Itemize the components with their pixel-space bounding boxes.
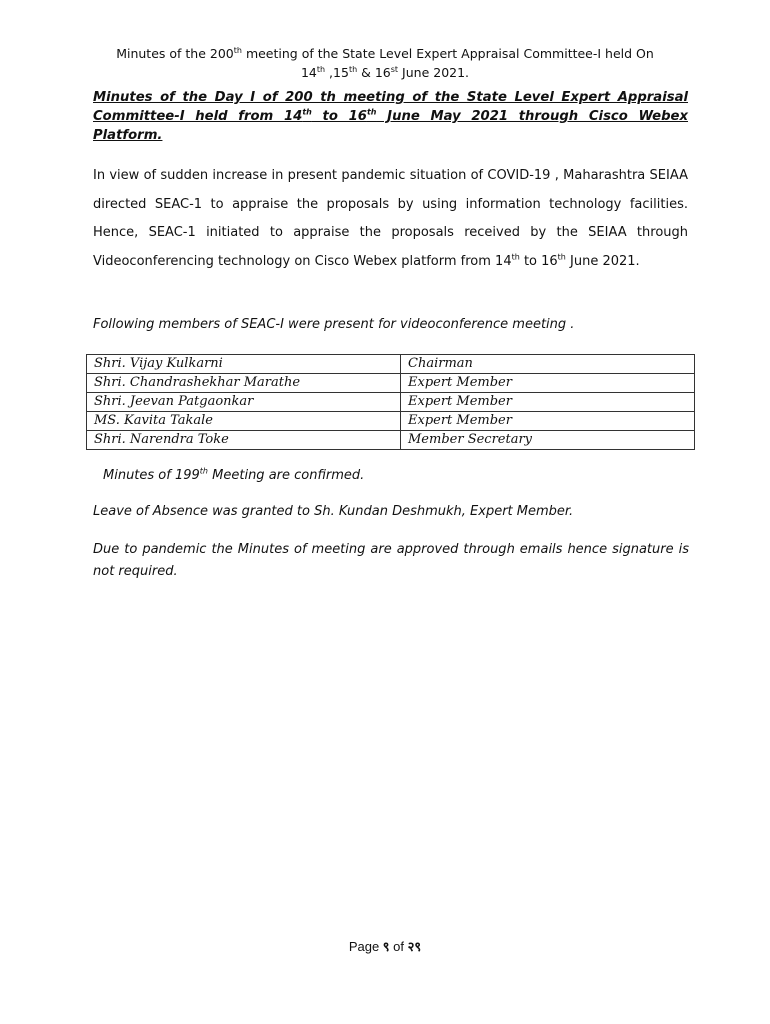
- members-intro: Following members of SEAC-I were present for videoconference meeting .: [93, 317, 575, 332]
- table-row: [87, 412, 695, 431]
- minutes-confirmed-note: [103, 466, 364, 485]
- member-name: MS. Kavita Takale: [87, 412, 401, 431]
- of-label: of: [389, 939, 408, 954]
- header-text: meeting of the State Level Expert Appraisal Committee-I held On: [241, 46, 654, 61]
- superscript: th: [199, 466, 209, 476]
- page-total: २९: [407, 939, 422, 954]
- superscript: th: [366, 107, 377, 117]
- member-role: Expert Member: [401, 393, 695, 412]
- page-label: Page: [348, 939, 383, 954]
- table-row: [87, 393, 695, 412]
- superscript: th: [511, 252, 520, 262]
- note-text: Meeting are confirmed.: [208, 468, 365, 483]
- page-footer: [0, 938, 770, 956]
- members-table: [86, 354, 695, 450]
- page-number: ९: [382, 939, 390, 954]
- header-text: June 2021.: [398, 65, 470, 80]
- member-role: Expert Member: [401, 412, 695, 431]
- title-text: June May 2021 through Cisco Webex Platform.: [93, 109, 689, 143]
- intro-paragraph: [93, 162, 688, 276]
- superscript: th: [233, 45, 242, 55]
- leave-of-absence-note: Leave of Absence was granted to Sh. Kundan Deshmukh, Expert Member.: [93, 504, 574, 519]
- member-role: Chairman: [401, 355, 695, 374]
- note-text: Minutes of 199: [103, 468, 200, 483]
- member-role: Expert Member: [401, 374, 695, 393]
- superscript: th: [316, 64, 326, 74]
- minutes-title: [93, 88, 688, 145]
- page-header: [60, 44, 710, 82]
- superscript: th: [348, 64, 358, 74]
- table-row: [87, 355, 695, 374]
- header-line-2: [60, 63, 710, 82]
- member-name: Shri. Narendra Toke: [87, 431, 401, 450]
- member-name: Shri. Vijay Kulkarni: [87, 355, 401, 374]
- table-row: [87, 431, 695, 450]
- title-text: to 16: [311, 109, 367, 124]
- superscript: th: [302, 107, 312, 117]
- member-name: Shri. Jeevan Patgaonkar: [87, 393, 401, 412]
- header-line-1: [60, 44, 710, 63]
- superscript: st: [390, 64, 399, 74]
- signature-note: Due to pandemic the Minutes of meeting are approved through emails hence signature is not required.: [93, 542, 689, 579]
- header-text: & 16: [357, 65, 391, 80]
- paragraph-text: June 2021.: [565, 253, 640, 269]
- header-text: ,15: [325, 65, 349, 80]
- title-text: Minutes of the Day I of 200 th meeting of the State Level Expert Appraisal Committee-I held from 14: [93, 90, 688, 124]
- member-role: Member Secretary: [401, 431, 695, 450]
- header-text: 14: [300, 65, 317, 80]
- paragraph-text: In view of sudden increase in present pandemic situation of COVID-19 , Maharashtra SEIAA directed SEAC-1 to appraise the proposals by using information technology facilities. Hence, SEAC-1 initiated to appraise the proposals received by the SEIAA through Videoconferencing technology on Cisco Webex platform from 14: [93, 168, 688, 269]
- table-row: [87, 374, 695, 393]
- member-name: Shri. Chandrashekhar Marathe: [87, 374, 401, 393]
- header-text: Minutes of the 200: [116, 46, 234, 61]
- superscript: th: [557, 252, 566, 262]
- paragraph-text: to 16: [519, 253, 558, 269]
